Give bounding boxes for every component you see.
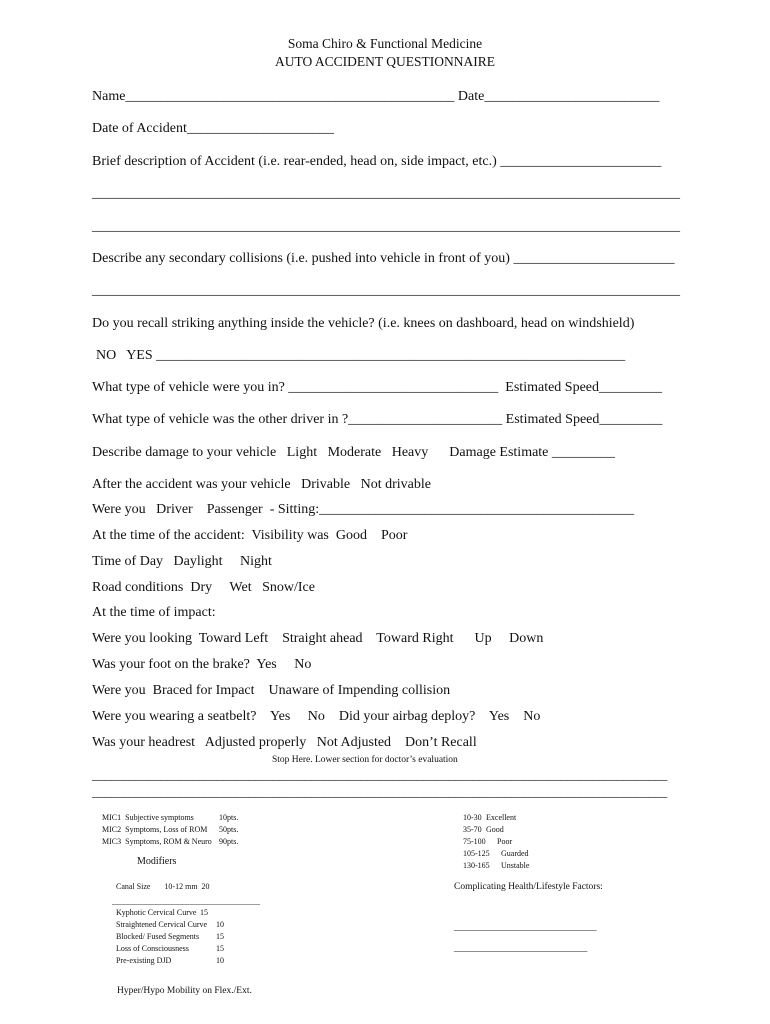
brief-description-field[interactable]: Brief description of Accident (i.e. rear-ended, head on, side impact, etc.) _______________________ [92, 154, 662, 169]
drivable-question[interactable]: After the accident was your vehicle Drivable Not drivable [92, 477, 431, 492]
looking-direction-question[interactable]: Were you looking Toward Left Straight ahead Toward Right Up Down [92, 631, 544, 646]
score-range: 130-165 [463, 861, 490, 870]
modifier-label: Blocked/ Fused Segments [116, 932, 200, 941]
date-of-accident-field[interactable]: Date of Accident_____________________ [92, 121, 334, 136]
modifier-points: 15 [216, 932, 224, 941]
blank-line[interactable]: ____________________________________________________________________________________ [92, 283, 680, 298]
score-range: 10-30 [463, 813, 482, 822]
mic-points: 10pts. [219, 813, 239, 822]
score-label: Good [486, 825, 504, 834]
no-yes-field[interactable]: NO YES ___________________________________________________________________ [96, 348, 626, 363]
braced-question[interactable]: Were you Braced for Impact Unaware of Impending collision [92, 683, 451, 698]
complicating-factors-line[interactable]: ______________________________ [454, 923, 597, 933]
mic-points: 50pts. [219, 825, 239, 834]
hyper-hypo-mobility-label: Hyper/Hypo Mobility on Flex./Ext. [117, 986, 252, 996]
stop-here-note: Stop Here. Lower section for doctor’s evaluation [272, 755, 458, 765]
mic-label: MIC3 Symptoms, ROM & Neuro [102, 837, 212, 846]
doctor-divider: ____________________________________________________________________________________________ [92, 784, 667, 799]
score-range: 105-125 [463, 849, 490, 858]
score-label: Poor [497, 837, 513, 846]
modifier-points: 10 [216, 920, 224, 929]
score-range: 75-100 [463, 837, 486, 846]
striking-inside-question: Do you recall striking anything inside the vehicle? (i.e. knees on dashboard, head on windshield) [92, 316, 635, 331]
form-title: AUTO ACCIDENT QUESTIONNAIRE [275, 54, 495, 69]
doctor-divider: ____________________________________________________________________________________________ [92, 767, 667, 782]
name-date-field[interactable]: Name_______________________________________________ Date_________________________ [92, 89, 660, 104]
modifier-rule: _____________________________________ [112, 897, 260, 906]
damage-field[interactable]: Describe damage to your vehicle Light Moderate Heavy Damage Estimate _________ [92, 445, 615, 460]
mic-label: MIC1 Subjective symptoms [102, 813, 194, 822]
time-of-day-question[interactable]: Time of Day Daylight Night [92, 554, 272, 569]
modifier-label: Loss of Consciousness [116, 944, 189, 953]
complicating-factors-line[interactable]: ________________________________ [454, 944, 587, 954]
foot-brake-question[interactable]: Was your foot on the brake? Yes No [92, 657, 312, 672]
blank-line[interactable]: ____________________________________________________________________________________ [92, 219, 680, 234]
other-vehicle-type-field[interactable]: What type of vehicle was the other driver in ?______________________ Estimated Speed_________ [92, 412, 663, 427]
driver-passenger-field[interactable]: Were you Driver Passenger - Sitting:_____________________________________________ [92, 502, 635, 517]
mic-label: MIC2 Symptoms, Loss of ROM [102, 825, 208, 834]
secondary-collisions-field[interactable]: Describe any secondary collisions (i.e. pushed into vehicle in front of you) _______________________ [92, 251, 675, 266]
time-of-impact-heading: At the time of impact: [92, 605, 216, 620]
modifier-points: 15 [200, 908, 208, 917]
seatbelt-airbag-question[interactable]: Were you wearing a seatbelt? Yes No Did your airbag deploy? Yes No [92, 709, 541, 724]
complicating-factors-label: Complicating Health/Lifestyle Factors: [454, 882, 603, 892]
modifier-label: Kyphotic Cervical Curve [116, 908, 197, 917]
clinic-name: Soma Chiro & Functional Medicine [287, 36, 483, 51]
headrest-question[interactable]: Was your headrest Adjusted properly Not Adjusted Don’t Recall [92, 735, 477, 750]
canal-size: Canal Size 10-12 mm 20 [116, 882, 210, 891]
score-range: 35-70 [463, 825, 482, 834]
visibility-question[interactable]: At the time of the accident: Visibility was Good Poor [92, 528, 408, 543]
modifier-points: 15 [216, 944, 224, 953]
vehicle-type-field[interactable]: What type of vehicle were you in? ______________________________ Estimated Speed_________ [92, 380, 663, 395]
modifier-points: 10 [216, 956, 224, 965]
road-conditions-question[interactable]: Road conditions Dry Wet Snow/Ice [92, 580, 315, 595]
modifier-label: Pre-existing DJD [116, 956, 172, 965]
modifiers-heading: Modifiers [137, 856, 177, 867]
blank-line[interactable]: ____________________________________________________________________________________ [92, 186, 680, 201]
score-label: Unstable [501, 861, 530, 870]
score-label: Guarded [501, 849, 529, 858]
score-label: Excellent [486, 813, 517, 822]
modifier-label: Straightened Cervical Curve [116, 920, 208, 929]
mic-points: 90pts. [219, 837, 239, 846]
